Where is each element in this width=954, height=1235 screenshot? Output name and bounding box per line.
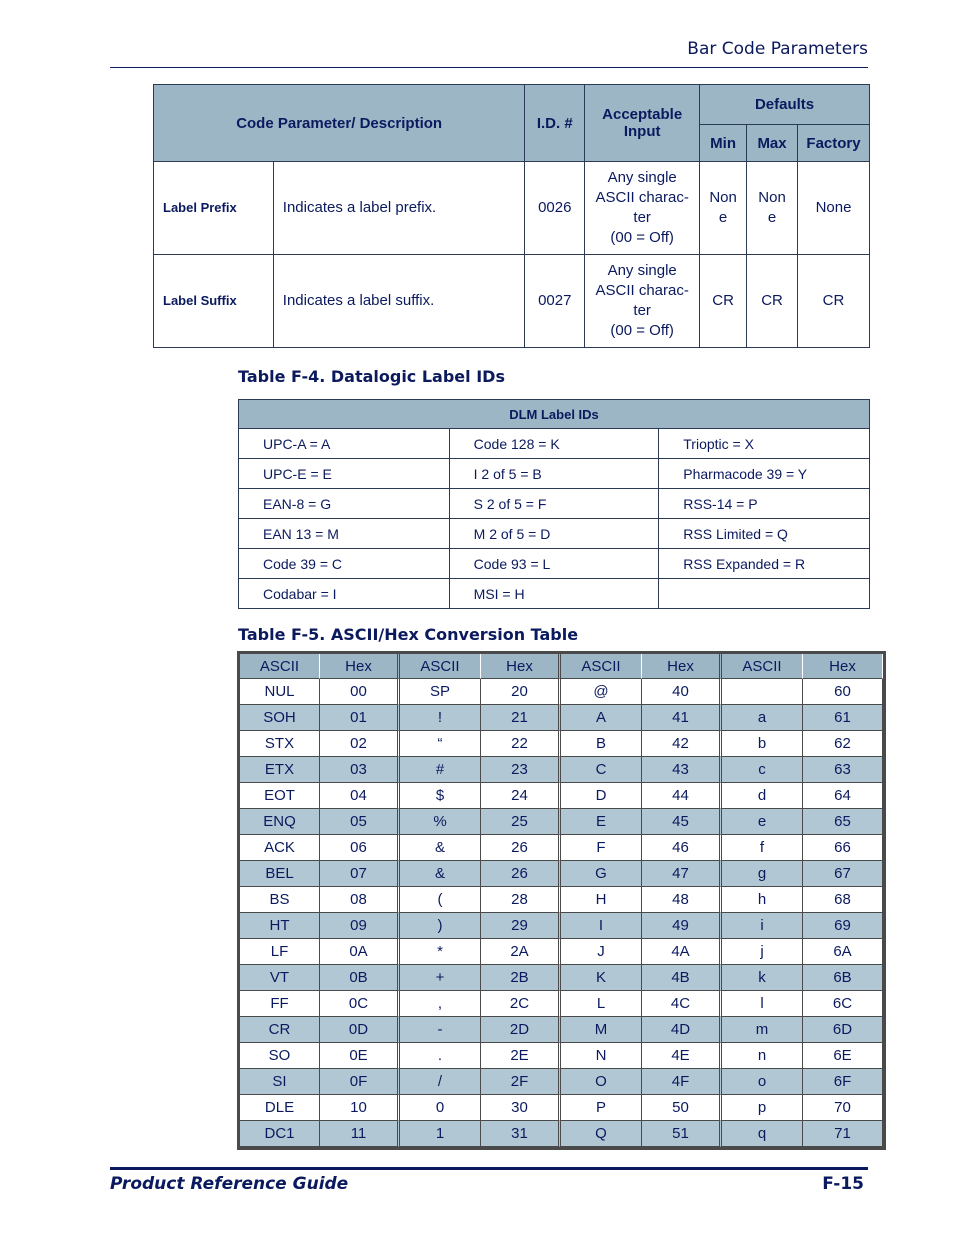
hex-cell: 6F bbox=[803, 1069, 883, 1095]
header-ascii: ASCII bbox=[561, 654, 642, 679]
header-hex: Hex bbox=[642, 654, 722, 679]
hex-cell: 21 bbox=[481, 705, 561, 731]
ascii-cell: l bbox=[722, 991, 803, 1017]
ascii-cell: DC1 bbox=[240, 1121, 320, 1147]
hex-cell: 25 bbox=[481, 809, 561, 835]
ascii-cell: ! bbox=[400, 705, 481, 731]
header-hex: Hex bbox=[481, 654, 561, 679]
header-ascii: ASCII bbox=[400, 654, 481, 679]
hex-cell: 26 bbox=[481, 861, 561, 887]
ascii-cell: SI bbox=[240, 1069, 320, 1095]
ascii-cell: FF bbox=[240, 991, 320, 1017]
param-min: Non e bbox=[700, 162, 747, 255]
ascii-cell: E bbox=[561, 809, 642, 835]
ascii-hex-table bbox=[240, 654, 883, 1147]
ascii-cell: K bbox=[561, 965, 642, 991]
hex-cell: 6D bbox=[803, 1017, 883, 1043]
hex-cell: 10 bbox=[320, 1095, 400, 1121]
label-id-cell: Codabar = I bbox=[239, 579, 450, 609]
hex-cell: 07 bbox=[320, 861, 400, 887]
hex-cell: 0A bbox=[320, 939, 400, 965]
hex-cell: 4B bbox=[642, 965, 722, 991]
ascii-cell: A bbox=[561, 705, 642, 731]
hex-cell: 4C bbox=[642, 991, 722, 1017]
label-id-cell: UPC-E = E bbox=[239, 459, 450, 489]
ascii-cell: 1 bbox=[400, 1121, 481, 1147]
caption-label-ids: Table F-4. Datalogic Label IDs bbox=[238, 367, 505, 386]
hex-cell: 4D bbox=[642, 1017, 722, 1043]
ascii-cell: SOH bbox=[240, 705, 320, 731]
ascii-cell: * bbox=[400, 939, 481, 965]
table-row bbox=[240, 1095, 883, 1121]
ascii-cell: i bbox=[722, 913, 803, 939]
hex-cell: 6B bbox=[803, 965, 883, 991]
ascii-cell: e bbox=[722, 809, 803, 835]
ascii-cell: ENQ bbox=[240, 809, 320, 835]
footer-guide-title: Product Reference Guide bbox=[110, 1174, 349, 1194]
label-parameters-table bbox=[153, 84, 870, 348]
ascii-cell bbox=[722, 679, 803, 705]
table-row bbox=[240, 991, 883, 1017]
label-id-cell bbox=[659, 579, 870, 609]
table-row bbox=[239, 579, 870, 609]
ascii-cell: ETX bbox=[240, 757, 320, 783]
hex-cell: 22 bbox=[481, 731, 561, 757]
ascii-cell: & bbox=[400, 835, 481, 861]
ascii-cell: g bbox=[722, 861, 803, 887]
ascii-cell: “ bbox=[400, 731, 481, 757]
hex-cell: 48 bbox=[642, 887, 722, 913]
hex-cell: 23 bbox=[481, 757, 561, 783]
param-max: CR bbox=[747, 255, 798, 348]
hex-cell: 26 bbox=[481, 835, 561, 861]
ascii-cell: ( bbox=[400, 887, 481, 913]
hex-cell: 40 bbox=[642, 679, 722, 705]
table-row bbox=[240, 861, 883, 887]
ascii-cell: CR bbox=[240, 1017, 320, 1043]
ascii-cell: H bbox=[561, 887, 642, 913]
hex-cell: 6A bbox=[803, 939, 883, 965]
ascii-cell: a bbox=[722, 705, 803, 731]
hex-cell: 06 bbox=[320, 835, 400, 861]
ascii-cell: BEL bbox=[240, 861, 320, 887]
header-factory: Factory bbox=[798, 125, 870, 162]
running-header: Bar Code Parameters bbox=[687, 39, 868, 59]
table-row bbox=[240, 731, 883, 757]
ascii-cell: VT bbox=[240, 965, 320, 991]
ascii-cell: + bbox=[400, 965, 481, 991]
table-row bbox=[240, 887, 883, 913]
ascii-cell: 0 bbox=[400, 1095, 481, 1121]
param-id: 0026 bbox=[525, 162, 585, 255]
table-row bbox=[239, 459, 870, 489]
ascii-cell: M bbox=[561, 1017, 642, 1043]
label-id-cell: Code 39 = C bbox=[239, 549, 450, 579]
hex-cell: 42 bbox=[642, 731, 722, 757]
hex-cell: 0E bbox=[320, 1043, 400, 1069]
param-max: Non e bbox=[747, 162, 798, 255]
hex-cell: 29 bbox=[481, 913, 561, 939]
hex-cell: 2F bbox=[481, 1069, 561, 1095]
hex-cell: 4F bbox=[642, 1069, 722, 1095]
ascii-cell: @ bbox=[561, 679, 642, 705]
hex-cell: 46 bbox=[642, 835, 722, 861]
param-factory: None bbox=[798, 162, 870, 255]
hex-cell: 6E bbox=[803, 1043, 883, 1069]
label-id-cell: S 2 of 5 = F bbox=[449, 489, 659, 519]
hex-cell: 0B bbox=[320, 965, 400, 991]
label-id-cell: RSS Expanded = R bbox=[659, 549, 870, 579]
ascii-cell: I bbox=[561, 913, 642, 939]
table-row bbox=[239, 429, 870, 459]
hex-cell: 65 bbox=[803, 809, 883, 835]
ascii-cell: n bbox=[722, 1043, 803, 1069]
hex-cell: 11 bbox=[320, 1121, 400, 1147]
hex-cell: 0D bbox=[320, 1017, 400, 1043]
hex-cell: 44 bbox=[642, 783, 722, 809]
table-row bbox=[240, 1121, 883, 1147]
param-id: 0027 bbox=[525, 255, 585, 348]
label-id-cell: Pharmacode 39 = Y bbox=[659, 459, 870, 489]
hex-cell: 31 bbox=[481, 1121, 561, 1147]
ascii-cell: o bbox=[722, 1069, 803, 1095]
hex-cell: 0C bbox=[320, 991, 400, 1017]
ascii-cell: EOT bbox=[240, 783, 320, 809]
hex-cell: 70 bbox=[803, 1095, 883, 1121]
label-id-cell: MSI = H bbox=[449, 579, 659, 609]
hex-cell: 62 bbox=[803, 731, 883, 757]
hex-cell: 02 bbox=[320, 731, 400, 757]
label-id-cell: Code 93 = L bbox=[449, 549, 659, 579]
table-row bbox=[240, 939, 883, 965]
hex-cell: 43 bbox=[642, 757, 722, 783]
header-rule bbox=[110, 67, 868, 68]
ascii-cell: F bbox=[561, 835, 642, 861]
ascii-cell: p bbox=[722, 1095, 803, 1121]
hex-cell: 50 bbox=[642, 1095, 722, 1121]
table-row bbox=[240, 1069, 883, 1095]
ascii-cell: / bbox=[400, 1069, 481, 1095]
hex-cell: 49 bbox=[642, 913, 722, 939]
hex-cell: 09 bbox=[320, 913, 400, 939]
ascii-cell: NUL bbox=[240, 679, 320, 705]
label-id-cell: M 2 of 5 = D bbox=[449, 519, 659, 549]
ascii-cell: h bbox=[722, 887, 803, 913]
table-row bbox=[154, 255, 870, 348]
ascii-cell: O bbox=[561, 1069, 642, 1095]
hex-cell: 51 bbox=[642, 1121, 722, 1147]
ascii-cell: & bbox=[400, 861, 481, 887]
hex-cell: 03 bbox=[320, 757, 400, 783]
ascii-cell: SP bbox=[400, 679, 481, 705]
footer-rule bbox=[110, 1167, 868, 1170]
hex-cell: 61 bbox=[803, 705, 883, 731]
param-factory: CR bbox=[798, 255, 870, 348]
label-id-cell: EAN-8 = G bbox=[239, 489, 450, 519]
hex-cell: 64 bbox=[803, 783, 883, 809]
hex-cell: 60 bbox=[803, 679, 883, 705]
table-row bbox=[240, 1017, 883, 1043]
hex-cell: 2A bbox=[481, 939, 561, 965]
hex-cell: 05 bbox=[320, 809, 400, 835]
ascii-cell: N bbox=[561, 1043, 642, 1069]
label-id-cell: I 2 of 5 = B bbox=[449, 459, 659, 489]
ascii-cell: . bbox=[400, 1043, 481, 1069]
param-input: Any single ASCII charac- ter (00 = Off) bbox=[585, 162, 700, 255]
table-row bbox=[240, 679, 883, 705]
header-defaults: Defaults bbox=[700, 85, 870, 125]
ascii-cell: DLE bbox=[240, 1095, 320, 1121]
param-name: Label Suffix bbox=[154, 255, 274, 348]
header-hex: Hex bbox=[320, 654, 400, 679]
ascii-cell: ACK bbox=[240, 835, 320, 861]
ascii-cell: # bbox=[400, 757, 481, 783]
label-id-cell: Trioptic = X bbox=[659, 429, 870, 459]
hex-cell: 71 bbox=[803, 1121, 883, 1147]
ascii-cell: SO bbox=[240, 1043, 320, 1069]
hex-cell: 6C bbox=[803, 991, 883, 1017]
label-id-cell: RSS Limited = Q bbox=[659, 519, 870, 549]
param-name: Label Prefix bbox=[154, 162, 274, 255]
table-row bbox=[154, 162, 870, 255]
label-ids-header: DLM Label IDs bbox=[239, 400, 870, 429]
table-row bbox=[239, 549, 870, 579]
page-number: F-15 bbox=[822, 1174, 864, 1194]
label-ids-table bbox=[238, 399, 870, 609]
ascii-cell: D bbox=[561, 783, 642, 809]
header-ascii: ASCII bbox=[240, 654, 320, 679]
table-row bbox=[240, 1043, 883, 1069]
ascii-cell: Q bbox=[561, 1121, 642, 1147]
header-code-parameter: Code Parameter/ Description bbox=[154, 85, 525, 162]
hex-cell: 30 bbox=[481, 1095, 561, 1121]
caption-ascii-hex: Table F-5. ASCII/Hex Conversion Table bbox=[238, 625, 579, 644]
table-row bbox=[240, 835, 883, 861]
hex-cell: 63 bbox=[803, 757, 883, 783]
ascii-cell: B bbox=[561, 731, 642, 757]
hex-cell: 24 bbox=[481, 783, 561, 809]
hex-cell: 04 bbox=[320, 783, 400, 809]
ascii-cell: ) bbox=[400, 913, 481, 939]
ascii-cell: BS bbox=[240, 887, 320, 913]
hex-cell: 2B bbox=[481, 965, 561, 991]
hex-cell: 4A bbox=[642, 939, 722, 965]
label-id-cell: EAN 13 = M bbox=[239, 519, 450, 549]
table-row bbox=[240, 809, 883, 835]
hex-cell: 4E bbox=[642, 1043, 722, 1069]
table-row bbox=[240, 965, 883, 991]
ascii-cell: q bbox=[722, 1121, 803, 1147]
hex-cell: 2E bbox=[481, 1043, 561, 1069]
table-row bbox=[240, 783, 883, 809]
hex-cell: 45 bbox=[642, 809, 722, 835]
param-min: CR bbox=[700, 255, 747, 348]
hex-cell: 28 bbox=[481, 887, 561, 913]
header-acceptable-input: Acceptable Input bbox=[585, 85, 700, 162]
ascii-cell: STX bbox=[240, 731, 320, 757]
ascii-cell: d bbox=[722, 783, 803, 809]
param-description: Indicates a label suffix. bbox=[273, 255, 525, 348]
ascii-cell: - bbox=[400, 1017, 481, 1043]
ascii-cell: HT bbox=[240, 913, 320, 939]
ascii-cell: k bbox=[722, 965, 803, 991]
header-hex: Hex bbox=[803, 654, 883, 679]
label-id-cell: RSS-14 = P bbox=[659, 489, 870, 519]
ascii-hex-table-frame bbox=[237, 651, 886, 1150]
ascii-cell: L bbox=[561, 991, 642, 1017]
ascii-cell: b bbox=[722, 731, 803, 757]
hex-cell: 69 bbox=[803, 913, 883, 939]
ascii-cell: J bbox=[561, 939, 642, 965]
ascii-cell: j bbox=[722, 939, 803, 965]
hex-cell: 00 bbox=[320, 679, 400, 705]
ascii-cell: m bbox=[722, 1017, 803, 1043]
ascii-cell: % bbox=[400, 809, 481, 835]
hex-cell: 01 bbox=[320, 705, 400, 731]
hex-cell: 2D bbox=[481, 1017, 561, 1043]
param-description: Indicates a label prefix. bbox=[273, 162, 525, 255]
hex-cell: 08 bbox=[320, 887, 400, 913]
table-row bbox=[240, 913, 883, 939]
ascii-cell: LF bbox=[240, 939, 320, 965]
label-id-cell: Code 128 = K bbox=[449, 429, 659, 459]
ascii-cell: G bbox=[561, 861, 642, 887]
hex-cell: 20 bbox=[481, 679, 561, 705]
header-id: I.D. # bbox=[525, 85, 585, 162]
hex-cell: 66 bbox=[803, 835, 883, 861]
table-row bbox=[240, 757, 883, 783]
table-row bbox=[239, 519, 870, 549]
ascii-cell: $ bbox=[400, 783, 481, 809]
hex-cell: 41 bbox=[642, 705, 722, 731]
hex-cell: 2C bbox=[481, 991, 561, 1017]
ascii-cell: , bbox=[400, 991, 481, 1017]
header-ascii: ASCII bbox=[722, 654, 803, 679]
ascii-cell: c bbox=[722, 757, 803, 783]
table-row bbox=[240, 705, 883, 731]
ascii-cell: C bbox=[561, 757, 642, 783]
ascii-cell: P bbox=[561, 1095, 642, 1121]
header-min: Min bbox=[700, 125, 747, 162]
header-max: Max bbox=[747, 125, 798, 162]
hex-cell: 47 bbox=[642, 861, 722, 887]
hex-cell: 0F bbox=[320, 1069, 400, 1095]
hex-cell: 68 bbox=[803, 887, 883, 913]
hex-cell: 67 bbox=[803, 861, 883, 887]
ascii-cell: f bbox=[722, 835, 803, 861]
param-input: Any single ASCII charac- ter (00 = Off) bbox=[585, 255, 700, 348]
table-row bbox=[239, 489, 870, 519]
label-id-cell: UPC-A = A bbox=[239, 429, 450, 459]
